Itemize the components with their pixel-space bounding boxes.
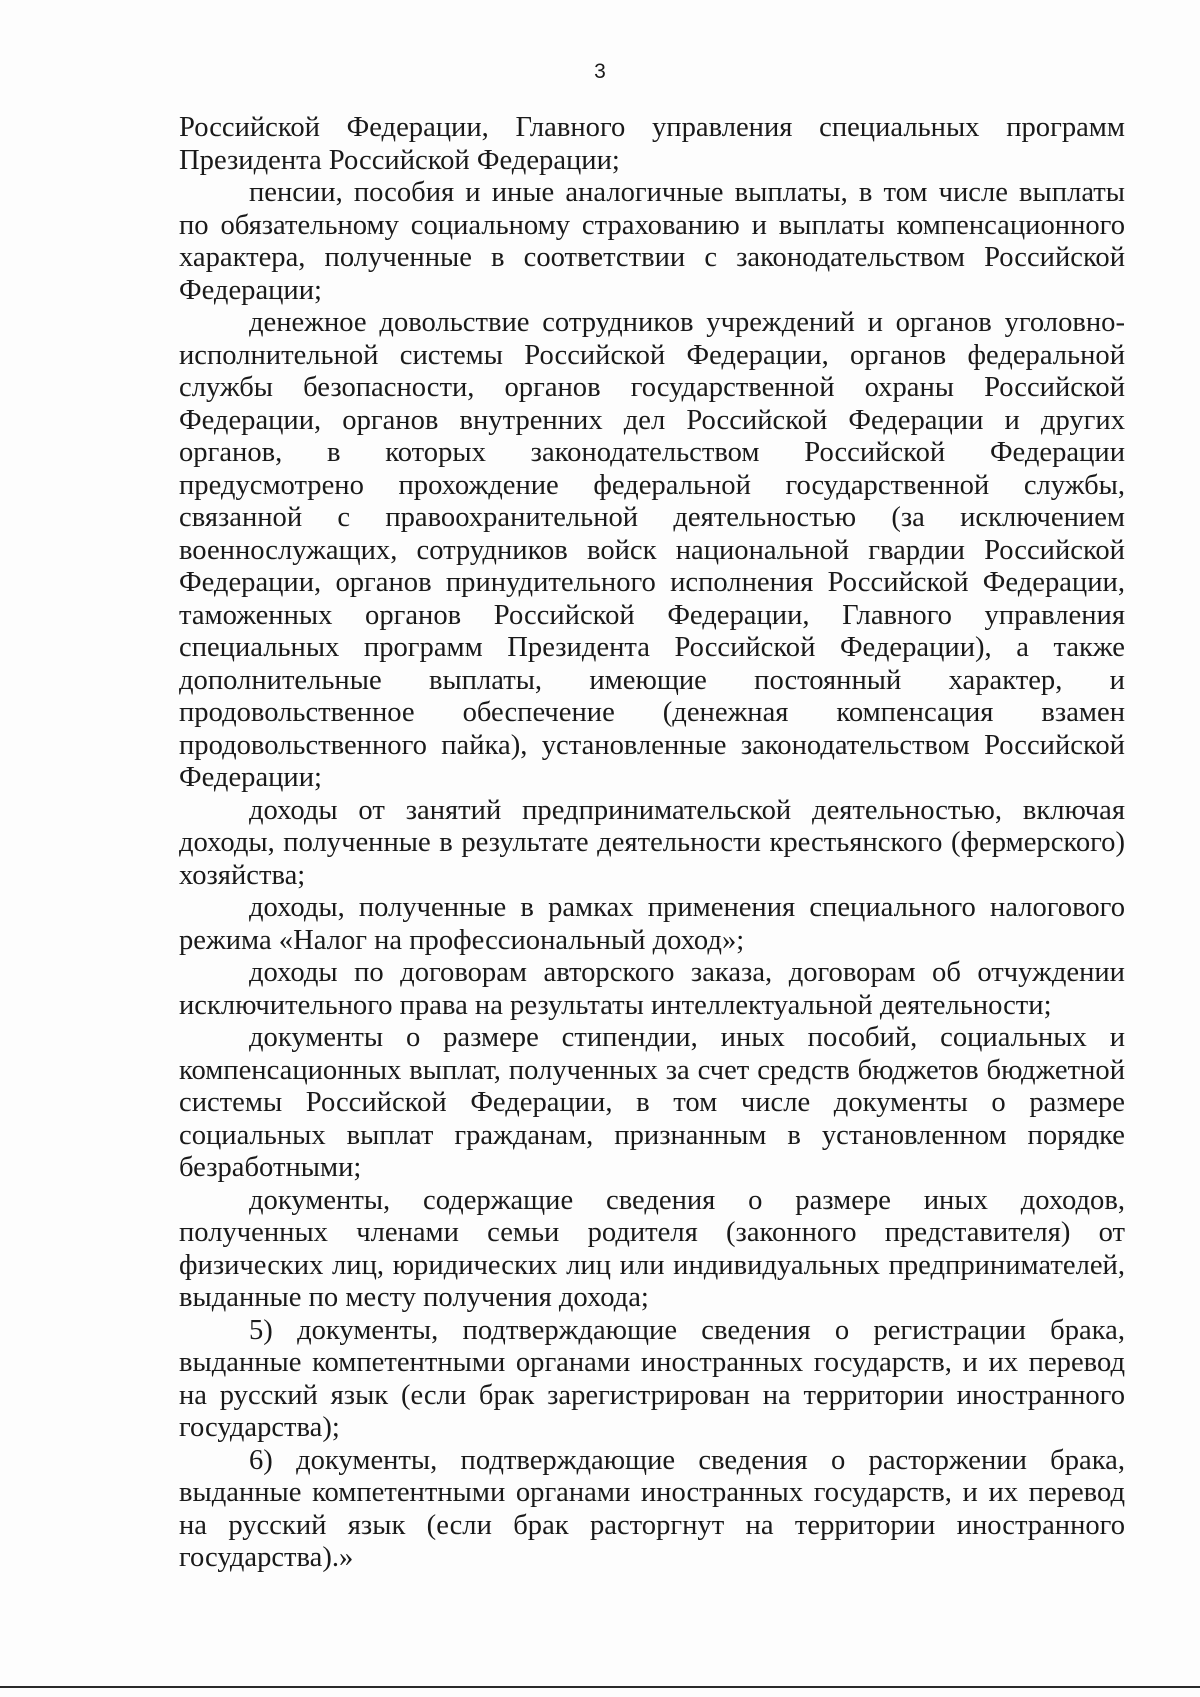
paragraph-item-5-marriage: 5) документы, подтверждающие сведения о регистрации брака, выданные компетентными органами иностранных государств, и их перевод на русский язык (если брак зарегистрирован на территории иностранного государства); xyxy=(179,1314,1125,1443)
paragraph-scholarship-documents: документы о размере стипендии, иных пособий, социальных и компенсационных выплат, полученных за счет средств бюджетов бюджетной системы Российской Федерации, в том числе документы о размере социальных выплат гражданам, признанным в установленном порядке безработными; xyxy=(179,1022,1125,1183)
paragraph-allowance: денежное довольствие сотрудников учреждений и органов уголовно-исполнительной системы Российской Федерации, органов федеральной службы безопасности, органов государственной охраны Российской Федерации, органов внутренних дел Российской Федерации и других органов, в которых законодательством Российской Федерации предусмотрено прохождение федеральной государственной службы, связанной с правоохранительной деятельностью (за исключением военнослужащих, сотрудников войск национальной гвардии Российской Федерации, органов принудительного исполнения Российской Федерации, таможенных органов Российской Федерации, Главного управления специальных программ Президента Российской Федерации), а также дополнительные выплаты, имеющие постоянный характер, и продовольственное обеспечение (денежная компенсация взамен продовольственного пайка), установленные законодательством Российской Федерации; xyxy=(179,307,1125,793)
paragraph-tax-regime-income: доходы, полученные в рамках применения специального налогового режима «Налог на профессиональный доход»; xyxy=(179,892,1125,956)
page-number: 3 xyxy=(594,60,606,83)
document-body xyxy=(179,112,1125,1575)
scan-bottom-edge xyxy=(0,1686,1200,1688)
paragraph-continuation: Российской Федерации, Главного управления специальных программ Президента Российской Федерации; xyxy=(179,112,1125,176)
paragraph-pensions: пенсии, пособия и иные аналогичные выплаты, в том числе выплаты по обязательному социальному страхованию и выплаты компенсационного характера, полученные в соответствии с законодательством Российской Федерации; xyxy=(179,177,1125,306)
paragraph-copyright-income: доходы по договорам авторского заказа, договорам об отчуждении исключительного права на результаты интеллектуальной деятельности; xyxy=(179,957,1125,1021)
paragraph-other-income-documents: документы, содержащие сведения о размере иных доходов, полученных членами семьи родителя (законного представителя) от физических лиц, юридических лиц или индивидуальных предпринимателей, выданные по месту получения дохода; xyxy=(179,1184,1125,1313)
paragraph-business-income: доходы от занятий предпринимательской деятельностью, включая доходы, полученные в результате деятельности крестьянского (фермерского) хозяйства; xyxy=(179,794,1125,891)
paragraph-item-6-divorce: 6) документы, подтверждающие сведения о расторжении брака, выданные компетентными органами иностранных государств, и их перевод на русский язык (если брак расторгнут на территории иностранного государства).» xyxy=(179,1444,1125,1573)
